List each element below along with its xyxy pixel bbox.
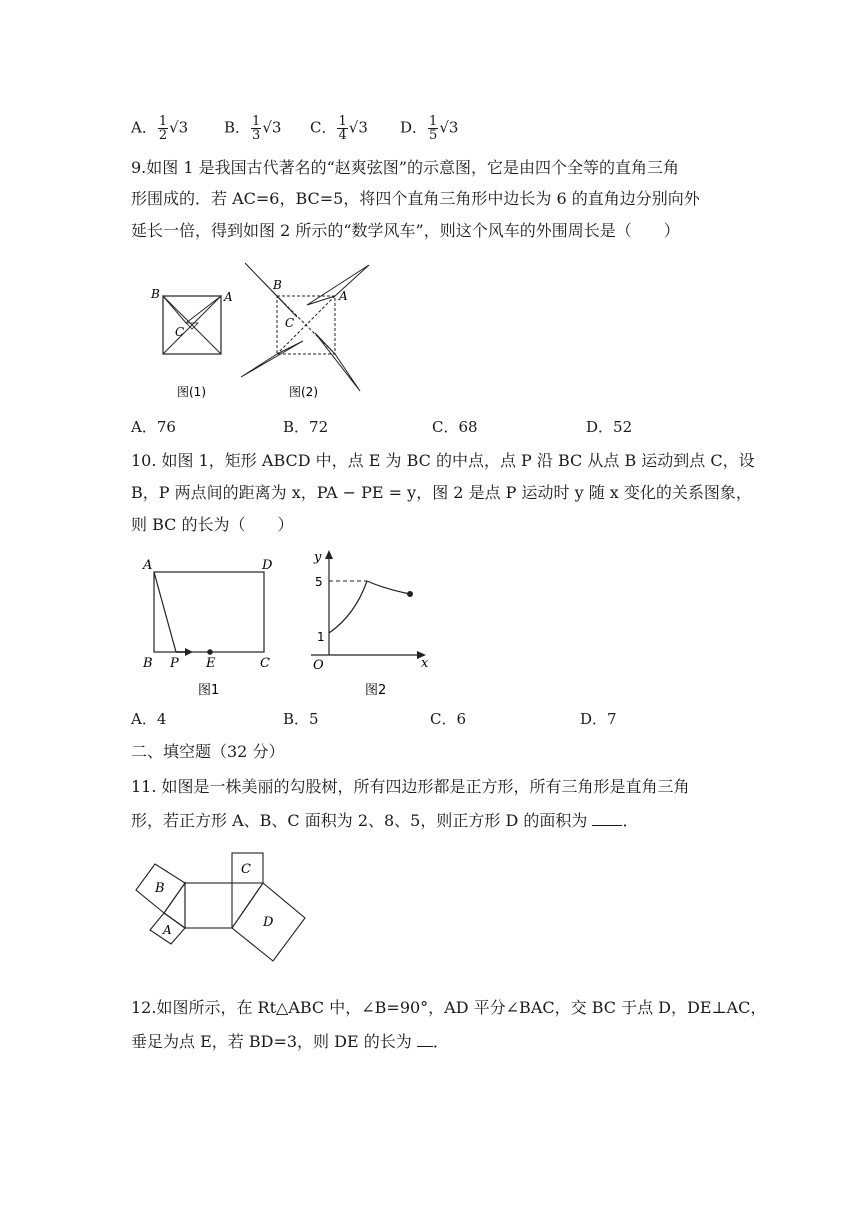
fig1-label-b: B — [151, 287, 160, 301]
q10-line3: 则 BC 的长为（ ） — [131, 515, 294, 534]
fig10b-caption: 图2 — [365, 683, 387, 698]
fig1-label-c: C — [175, 325, 185, 339]
q10-option-a: A．4 — [131, 710, 167, 728]
q12-answer-blank — [417, 1032, 433, 1047]
q9-line3: 延长一倍，得到如图 2 所示的“数学风车”，则这个风车的外围周长是（ ） — [131, 221, 680, 240]
fig2-label-c: C — [285, 316, 295, 330]
fig11-label-b: B — [155, 881, 165, 896]
q10-line2: B，P 两点间的距离为 x，PA − PE = y，图 2 是点 P 运动时 y 随 x 变化的关系图象， — [131, 483, 752, 502]
q12-line2: 垂足为点 E，若 BD=3，则 DE 的长为 ． — [131, 1032, 449, 1051]
fig1-label-a: A — [224, 290, 233, 304]
fig10a-label-p: P — [170, 656, 179, 671]
q10-option-c: C．6 — [430, 710, 467, 728]
fig10a-label-e: E — [206, 656, 216, 671]
q10-line1: 10. 如图 1，矩形 ABCD 中，点 E 为 BC 的中点，点 P 沿 BC 从点 B 运动到点 C，设 — [131, 451, 755, 470]
fig1-caption: 图(1) — [177, 385, 206, 399]
q8-option-d: D． $\frac{1}{5}$ √3 — [400, 114, 459, 143]
fig10b-tick-1: 1 — [317, 630, 325, 644]
q9-option-b: B．72 — [283, 418, 329, 436]
fig10b-label-x: x — [421, 656, 429, 671]
fig10a-label-b: B — [143, 656, 153, 671]
q9-line2: 形围成的．若 AC=6，BC=5，将四个直角三角形中边长为 6 的直角边分别向外 — [131, 189, 700, 208]
q8-option-c: C． $\frac{1}{4}$ √3 — [310, 114, 368, 143]
fig2-label-b: B — [273, 278, 282, 292]
fig11-label-a: A — [163, 923, 172, 937]
q9-figure-1 — [145, 285, 240, 405]
fig10b-tick-5: 5 — [315, 575, 323, 589]
fig10b-label-o: O — [313, 658, 324, 673]
fig10a-label-d: D — [262, 558, 273, 573]
fig10a-label-c: C — [260, 656, 270, 671]
q11-line1: 11. 如图是一株美丽的勾股树，所有四边形都是正方形，所有三角形是直角三角 — [131, 777, 690, 796]
q8-option-b: B． $\frac{1}{3}$ √3 — [224, 114, 282, 143]
q10-figure-2 — [303, 545, 443, 700]
fig10b-label-y: y — [314, 550, 322, 565]
q12-line1: 12.如图所示，在 Rt△ABC 中，∠B=90°，AD 平分∠BAC，交 BC 于点 D，DE⊥AC， — [131, 998, 767, 1017]
q11-answer-blank — [592, 811, 622, 826]
fig11-label-c: C — [241, 862, 251, 877]
q10-option-b: B．5 — [283, 710, 319, 728]
fig11-label-d: D — [263, 915, 274, 930]
q11-figure — [128, 848, 313, 963]
fig10a-label-a: A — [143, 558, 153, 573]
q9-option-d: D．52 — [586, 418, 633, 436]
q10-option-d: D．7 — [580, 710, 617, 728]
section-fill-in-heading: 二、填空题（32 分） — [131, 742, 285, 761]
q11-line2: 形，若正方形 A、B、C 面积为 2、8、5，则正方形 D 的面积为 ． — [131, 811, 639, 830]
q9-figure-2 — [235, 255, 375, 405]
fig2-caption: 图(2) — [289, 385, 318, 399]
fig2-label-a: A — [339, 289, 348, 303]
q9-option-c: C．68 — [432, 418, 478, 436]
q10-figure-1 — [138, 553, 288, 698]
fig10a-caption: 图1 — [198, 683, 220, 698]
q9-line1: 9.如图 1 是我国古代著名的“赵爽弦图”的示意图，它是由四个全等的直角三角 — [131, 158, 679, 177]
q8-option-a: A． $\frac{1}{2}$ √3 — [131, 114, 189, 143]
q9-option-a: A．76 — [131, 418, 176, 436]
